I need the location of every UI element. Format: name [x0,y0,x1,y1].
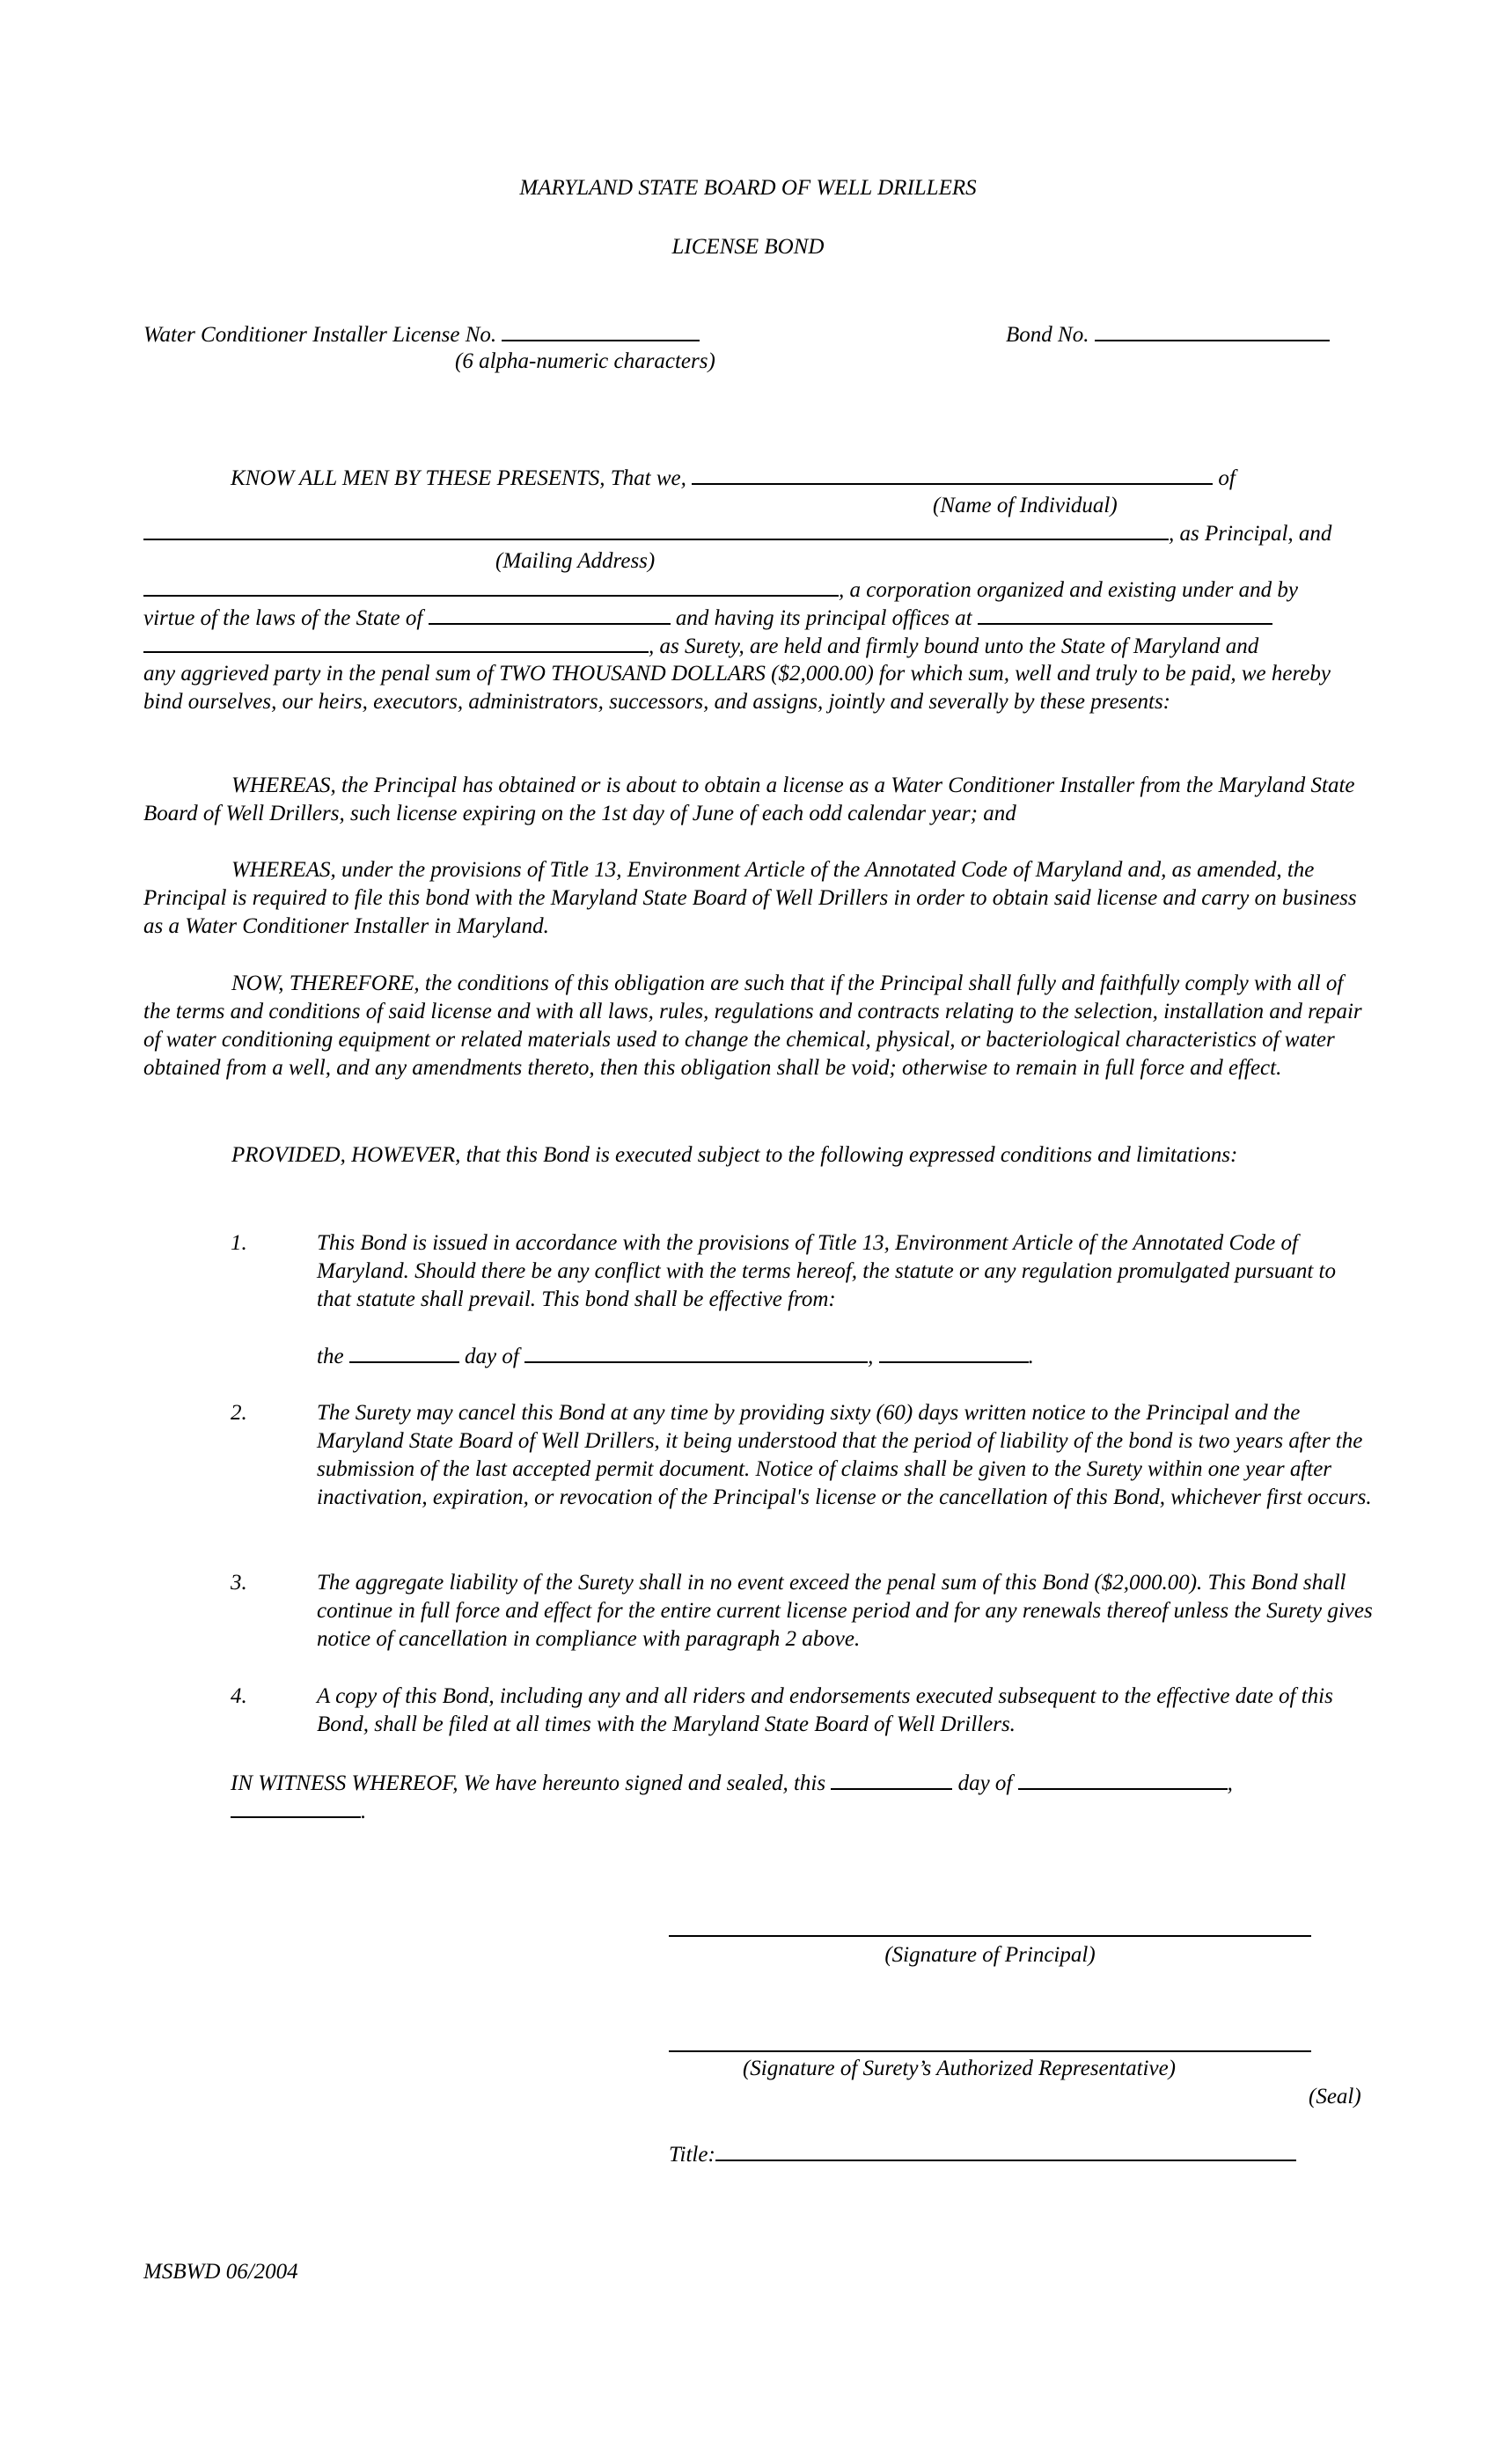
effective-period: . [1028,1345,1034,1368]
surety-signature-caption: (Signature of Surety’s Authorized Representative) [742,2057,1177,2080]
surety-name-field[interactable] [143,576,839,597]
offices-field[interactable] [978,604,1272,625]
license-label: Water Conditioner Installer License No. [143,323,497,347]
effective-day-of: day of [465,1345,519,1368]
title-row [669,2140,1296,2169]
license-number-field[interactable] [502,320,700,341]
as-principal-text: , as Principal, and [1169,522,1332,546]
effective-comma: , [868,1345,874,1368]
condition-4-number: 4. [231,1684,247,1708]
witness-month-field[interactable] [1018,1769,1228,1790]
effective-day-field[interactable] [349,1342,459,1363]
offices-continued-field[interactable] [143,632,649,653]
individual-name-field[interactable] [692,464,1213,485]
now-therefore-paragraph: NOW, THEREFORE, the conditions of this obligation are such that if the Principal shall fully and faithfully comply with all of the terms and conditions of said license and with all laws, rules, regulations and contracts relating to the selection, installation and repair of water conditioning equipment or related materials used to change the chemical, physical, or bacteriological characteristics of water obtained from a well, and any amendments thereto, then this obligation shall be void; otherwise to remain in full force and effect. [143,972,1362,1080]
witness-period: . [361,1800,367,1823]
corporation-text: , a corporation organized and existing under and by [839,578,1298,602]
surety-signature-line[interactable] [669,2050,1311,2052]
witness-year-field[interactable] [231,1797,361,1818]
condition-2-number: 2. [231,1401,247,1425]
know-all-text: KNOW ALL MEN BY THESE PRESENTS, That we, [231,466,686,490]
effective-year-field[interactable] [879,1342,1029,1363]
corporation-line [143,576,1298,605]
license-hint: (6 alpha-numeric characters) [455,349,715,373]
principal-signature-caption: (Signature of Principal) [884,1943,1096,1967]
condition-4-text: A copy of this Bond, including any and all riders and endorsements executed subsequent to the effective date of this Bond, shall be filed at all times with the Maryland State Board of Well Drillers. [317,1684,1333,1736]
surety-line [143,632,1258,661]
address-line [143,519,1331,548]
document-title: LICENSE BOND [671,235,825,259]
know-all-line [231,464,1236,493]
effective-month-field[interactable] [524,1342,868,1363]
witness-day-of: day of [957,1771,1013,1795]
condition-1-text: This Bond is issued in accordance with the provisions of Title 13, Environment Article of the Annotated Code of Maryland. Should there be any conflict with the terms hereof, the statute or any regulation promulgated pursuant to that statute shall prevail. This bond shall be effective from: [317,1231,1336,1311]
state-field[interactable] [429,604,671,625]
name-caption: (Name of Individual) [933,494,1118,517]
address-caption: (Mailing Address) [495,549,656,573]
effective-the: the [317,1345,344,1368]
of-word: of [1218,466,1236,490]
provided-paragraph: PROVIDED, HOWEVER, that this Bond is executed subject to the following expressed conditions and limitations: [231,1143,1238,1167]
board-heading: MARYLAND STATE BOARD OF WELL DRILLERS [519,176,977,200]
principal-signature-line[interactable] [669,1935,1311,1937]
witness-year-line [231,1797,366,1826]
witness-comma: , [1227,1771,1233,1795]
bond-number-row [1006,320,1330,349]
surety-text: , as Surety, are held and firmly bound unto the State of Maryland and [649,634,1259,658]
title-field[interactable] [715,2140,1296,2161]
condition-3-text: The aggregate liability of the Surety shall in no event exceed the penal sum of this Bond ($2,000.00). This Bond shall continue in full force and effect for the entire current license period and for any renewals thereof unless the Surety gives notice of cancellation in compliance with paragraph 2 above. [317,1571,1373,1651]
whereas-paragraph-2: WHEREAS, under the provisions of Title 13, Environment Article of the Annotated Code of Maryland and, as amended, the Principal is required to file this bond with the Maryland State Board of Well Drillers in order to obtain said license and carry on business as a Water Conditioner Installer in Maryland. [143,858,1357,938]
seal-label: (Seal) [1309,2085,1361,2108]
mailing-address-field[interactable] [143,519,1169,540]
title-label: Title: [669,2143,715,2167]
penal-sum-paragraph: any aggrieved party in the penal sum of TWO THOUSAND DOLLARS ($2,000.00) for which sum, well and truly to be paid, we hereby bind ourselves, our heirs, executors, administrators, successors, and assigns, jointly and severally by these presents: [143,662,1331,714]
bond-number-field[interactable] [1095,320,1330,341]
condition-2-text: The Surety may cancel this Bond at any time by providing sixty (60) days written notice to the Principal and the Maryland State Board of Well Drillers, it being understood that the period of liability of the bond is two years after the submission of the last accepted permit document. Notice of claims shall be given to the Surety within one year after inactivation, expiration, or revocation of the Principal's license or the cancellation of this Bond, whichever first occurs. [317,1401,1372,1509]
form-code-footer: MSBWD 06/2004 [143,2260,298,2284]
condition-3-number: 3. [231,1571,247,1595]
witness-text: IN WITNESS WHEREOF, We have hereunto signed and sealed, this [231,1771,826,1795]
license-number-row [143,320,700,349]
effective-date-line [317,1342,1034,1371]
bond-label: Bond No. [1006,323,1089,347]
condition-1-number: 1. [231,1231,247,1255]
virtue-text: virtue of the laws of the State of [143,606,423,630]
virtue-line [143,604,1272,633]
witness-day-field[interactable] [831,1769,952,1790]
whereas-paragraph-1: WHEREAS, the Principal has obtained or is about to obtain a license as a Water Conditioner Installer from the Maryland State Board of Well Drillers, such license expiring on the 1st day of June of each odd calendar year; and [143,774,1355,825]
principal-offices-text: and having its principal offices at [675,606,972,630]
witness-line [231,1769,1233,1798]
